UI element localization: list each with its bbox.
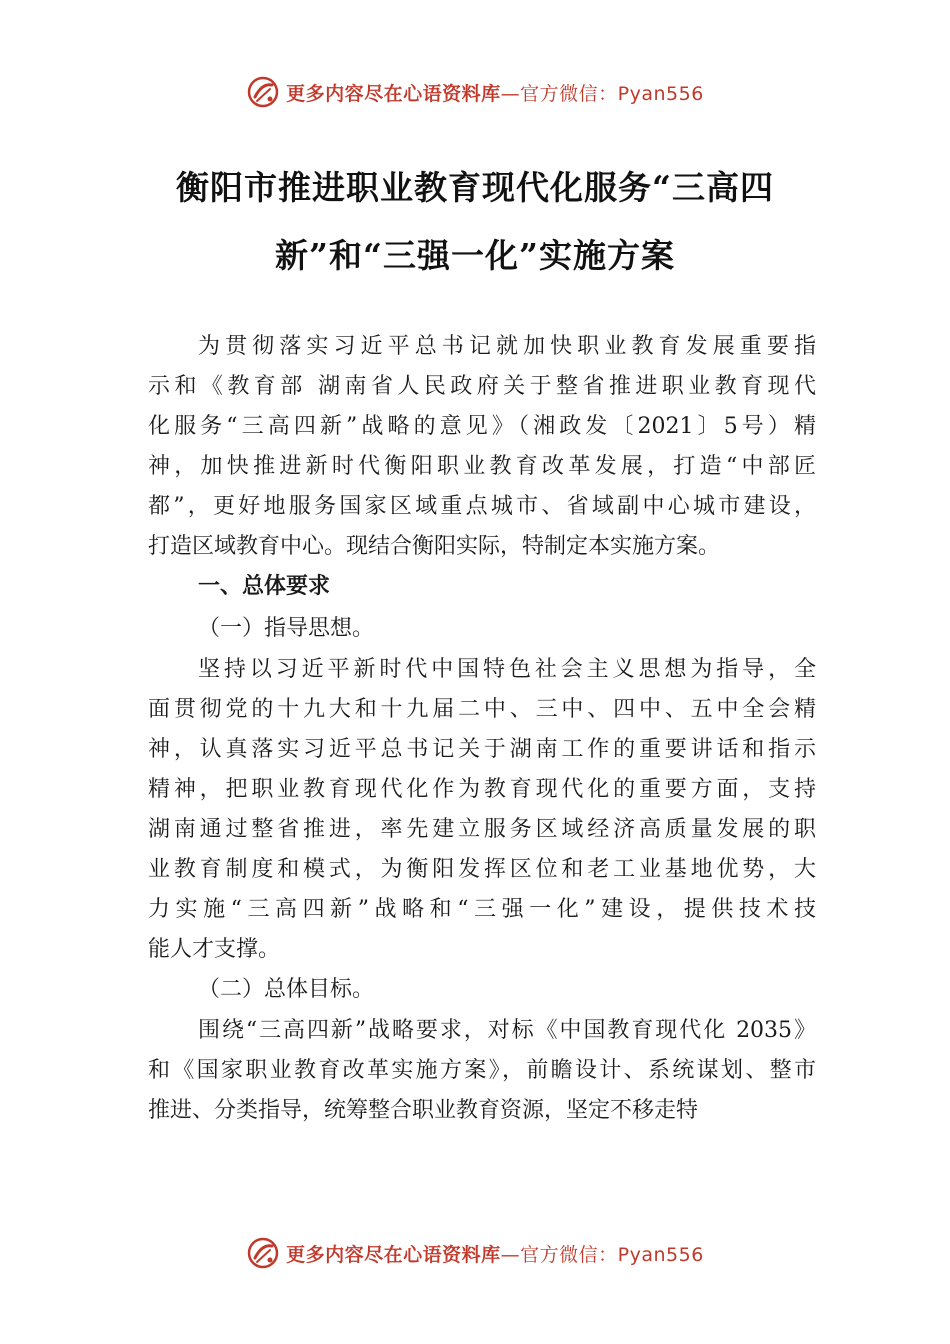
goals-line: 和《国家职业教育改革实施方案》，前瞻设计、系统谋划、整市 [148,1058,816,1083]
document-title-line-1: 衡阳市推进职业教育现代化服务“三高四 [176,168,774,207]
watermark-footer [0,1233,950,1273]
brand-logo-icon [246,75,280,109]
watermark-contact: 官方微信：Pyan556 [520,82,704,105]
guiding-line: 面贯彻党的十九大和十九届二中、三中、四中、五中全会精 [148,697,816,722]
section-heading: 一、总体要求 [198,574,331,599]
guiding-line: 精神，把职业教育现代化作为教育现代化的重要方面，支持 [148,777,816,802]
watermark-header [0,72,950,112]
intro-line: 示和《教育部 湖南省人民政府关于整省推进职业教育现代 [148,374,816,399]
goals-line: 围绕“三高四新”战略要求，对标《中国教育现代化 2035》 [198,1018,816,1043]
guiding-line: 业教育制度和模式，为衡阳发挥区位和老工业基地优势，大 [148,857,816,882]
brand-logo-icon [246,1236,280,1270]
watermark-main-text: 更多内容尽在心语资料库 [286,82,501,105]
goals-line: 推进、分类指导，统筹整合职业教育资源，坚定不移走特 [148,1098,699,1123]
guiding-line: 湖南通过整省推进，率先建立服务区域经济高质量发展的职 [148,817,816,842]
subsection-heading: （二）总体目标。 [198,977,375,1002]
guiding-line: 能人才支撑。 [148,937,281,962]
intro-line: 都”，更好地服务国家区域重点城市、省域副中心城市建设， [148,494,816,519]
intro-line: 为贯彻落实习近平总书记就加快职业教育发展重要指 [198,334,816,359]
document-title-line-2: 新”和“三强一化”实施方案 [275,236,675,275]
watermark-main-text: 更多内容尽在心语资料库 [286,1243,501,1266]
guiding-line: 神，认真落实习近平总书记关于湖南工作的重要讲话和指示 [148,737,816,762]
intro-line: 化服务“三高四新”战略的意见》（湘政发〔2021〕5号）精 [148,414,816,439]
guiding-line: 力实施“三高四新”战略和“三强一化”建设，提供技术技 [148,897,816,922]
watermark-separator: — [500,82,521,105]
guiding-line: 坚持以习近平新时代中国特色社会主义思想为指导，全 [198,657,816,682]
watermark-separator: — [500,1243,521,1266]
intro-line: 神，加快推进新时代衡阳职业教育改革发展，打造“中部匠 [148,454,816,479]
subsection-heading: （一）指导思想。 [198,616,375,641]
intro-line: 打造区域教育中心。现结合衡阳实际，特制定本实施方案。 [148,534,721,559]
watermark-contact: 官方微信：Pyan556 [520,1243,704,1266]
